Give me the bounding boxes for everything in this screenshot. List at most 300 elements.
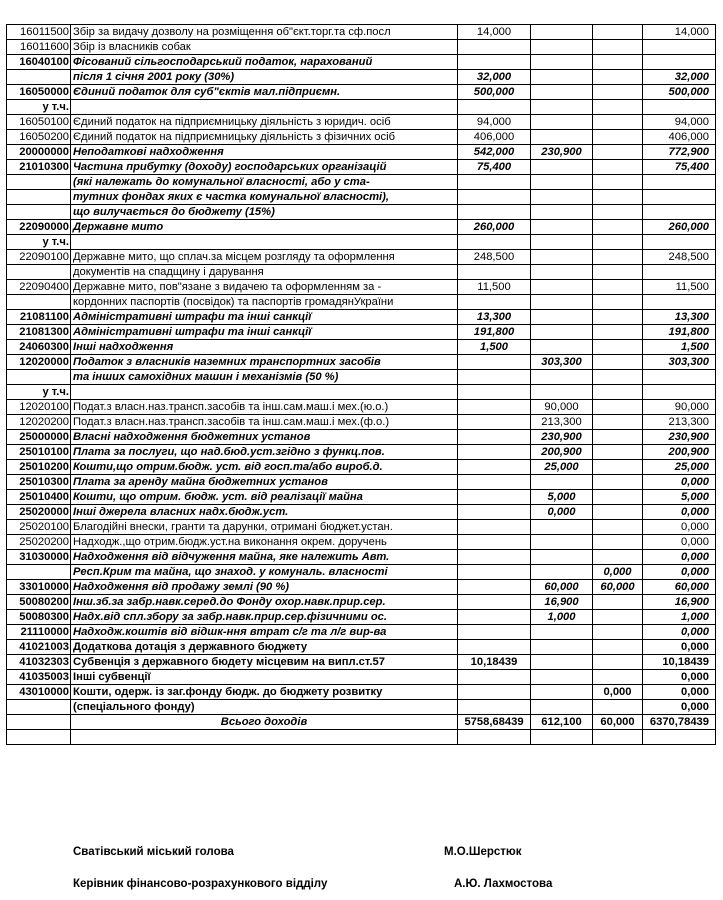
row-name-cell xyxy=(71,730,458,745)
row-total-cell: 10,18439 xyxy=(643,655,716,670)
row-general-fund-cell xyxy=(458,175,531,190)
row-development-fund-cell xyxy=(593,655,643,670)
row-name-cell: та інших самохідних машин і механізмів (50 %) xyxy=(71,370,458,385)
row-total-cell: 0,000 xyxy=(643,475,716,490)
row-code-cell: 16050200 xyxy=(7,130,71,145)
row-development-fund-cell xyxy=(593,295,643,310)
row-total-cell: 1,500 xyxy=(643,340,716,355)
row-development-fund-cell xyxy=(593,280,643,295)
row-special-fund-cell xyxy=(531,250,593,265)
table-row xyxy=(7,115,716,130)
revenue-table-body xyxy=(7,25,716,745)
row-total-cell xyxy=(643,385,716,400)
row-development-fund-cell xyxy=(593,370,643,385)
row-name-cell: що вилучається до бюджету (15%) xyxy=(71,205,458,220)
row-general-fund-cell: 13,300 xyxy=(458,310,531,325)
table-row xyxy=(7,520,716,535)
row-name-cell: Збір за видачу дозволу на розміщення об"єкт.торг.та сф.посл xyxy=(71,25,458,40)
row-name-cell: Інші субвенції xyxy=(71,670,458,685)
row-special-fund-cell xyxy=(531,220,593,235)
row-development-fund-cell xyxy=(593,340,643,355)
row-code-cell: 16011600 xyxy=(7,40,71,55)
row-general-fund-cell: 14,000 xyxy=(458,25,531,40)
row-code-cell xyxy=(7,370,71,385)
row-general-fund-cell: 1,500 xyxy=(458,340,531,355)
row-development-fund-cell xyxy=(593,70,643,85)
row-total-cell: 0,000 xyxy=(643,625,716,640)
row-code-cell: 21010300 xyxy=(7,160,71,175)
row-general-fund-cell xyxy=(458,370,531,385)
row-total-cell: 0,000 xyxy=(643,685,716,700)
row-total-cell: 0,000 xyxy=(643,700,716,715)
table-row xyxy=(7,235,716,250)
row-development-fund-cell: 60,000 xyxy=(593,715,643,730)
row-total-cell: 5,000 xyxy=(643,490,716,505)
row-general-fund-cell xyxy=(458,685,531,700)
row-special-fund-cell xyxy=(531,325,593,340)
table-row xyxy=(7,625,716,640)
table-row xyxy=(7,580,716,595)
row-development-fund-cell xyxy=(593,115,643,130)
table-row xyxy=(7,40,716,55)
row-code-cell xyxy=(7,700,71,715)
row-special-fund-cell: 0,000 xyxy=(531,505,593,520)
row-development-fund-cell xyxy=(593,670,643,685)
row-code-cell: 31030000 xyxy=(7,550,71,565)
row-code-cell: 50080200 xyxy=(7,595,71,610)
row-development-fund-cell xyxy=(593,25,643,40)
row-name-cell xyxy=(71,385,458,400)
row-name-cell: (які належать до комунальної власності, або у ста- xyxy=(71,175,458,190)
table-row xyxy=(7,220,716,235)
row-total-cell: 0,000 xyxy=(643,565,716,580)
row-total-cell: 230,900 xyxy=(643,430,716,445)
row-general-fund-cell xyxy=(458,625,531,640)
row-general-fund-cell xyxy=(458,550,531,565)
row-code-cell: 25010100 xyxy=(7,445,71,460)
table-row xyxy=(7,460,716,475)
row-general-fund-cell xyxy=(458,730,531,745)
row-development-fund-cell xyxy=(593,325,643,340)
finance-head-name: А.Ю. Лахмостова xyxy=(454,878,553,890)
table-row xyxy=(7,640,716,655)
row-total-cell xyxy=(643,265,716,280)
row-special-fund-cell xyxy=(531,205,593,220)
row-code-cell: 21081300 xyxy=(7,325,71,340)
row-code-cell: 25000000 xyxy=(7,430,71,445)
row-special-fund-cell xyxy=(531,55,593,70)
row-code-cell xyxy=(7,190,71,205)
table-row xyxy=(7,310,716,325)
row-special-fund-cell xyxy=(531,160,593,175)
row-code-cell xyxy=(7,70,71,85)
row-general-fund-cell xyxy=(458,595,531,610)
row-code-cell: у т.ч. xyxy=(7,100,71,115)
row-special-fund-cell: 1,000 xyxy=(531,610,593,625)
row-general-fund-cell xyxy=(458,205,531,220)
row-development-fund-cell xyxy=(593,430,643,445)
row-total-cell: 60,000 xyxy=(643,580,716,595)
table-row xyxy=(7,130,716,145)
row-name-cell: Державне мито xyxy=(71,220,458,235)
row-total-cell xyxy=(643,100,716,115)
row-general-fund-cell xyxy=(458,445,531,460)
row-general-fund-cell: 500,000 xyxy=(458,85,531,100)
row-code-cell xyxy=(7,715,71,730)
row-development-fund-cell xyxy=(593,235,643,250)
row-name-cell: Додаткова дотація з державного бюджету xyxy=(71,640,458,655)
row-development-fund-cell xyxy=(593,205,643,220)
row-total-cell xyxy=(643,205,716,220)
row-special-fund-cell: 612,100 xyxy=(531,715,593,730)
row-total-cell: 248,500 xyxy=(643,250,716,265)
row-general-fund-cell xyxy=(458,670,531,685)
row-general-fund-cell xyxy=(458,385,531,400)
row-general-fund-cell xyxy=(458,415,531,430)
row-name-cell: Збір із власників собак xyxy=(71,40,458,55)
table-row xyxy=(7,670,716,685)
row-general-fund-cell xyxy=(458,265,531,280)
table-row xyxy=(7,25,716,40)
row-special-fund-cell xyxy=(531,130,593,145)
row-name-cell xyxy=(71,100,458,115)
table-row xyxy=(7,175,716,190)
table-row xyxy=(7,610,716,625)
row-general-fund-cell xyxy=(458,100,531,115)
table-row xyxy=(7,325,716,340)
row-special-fund-cell xyxy=(531,685,593,700)
table-row xyxy=(7,550,716,565)
row-name-cell: тутних фондах яких є частка комунальної власності), xyxy=(71,190,458,205)
row-name-cell: Субвенція з державного бюдету місцевим на випл.ст.57 xyxy=(71,655,458,670)
mayor-name: М.О.Шерстюк xyxy=(444,846,522,858)
row-special-fund-cell xyxy=(531,550,593,565)
row-special-fund-cell xyxy=(531,190,593,205)
row-general-fund-cell: 406,000 xyxy=(458,130,531,145)
row-name-cell: Державне мито, що сплач.за місцем розгляду та оформлення xyxy=(71,250,458,265)
row-special-fund-cell: 25,000 xyxy=(531,460,593,475)
row-code-cell: 33010000 xyxy=(7,580,71,595)
row-general-fund-cell: 248,500 xyxy=(458,250,531,265)
row-development-fund-cell xyxy=(593,595,643,610)
table-row xyxy=(7,685,716,700)
row-name-cell: Надходж.,що отрим.бюдж.уст.на виконання окрем. доручень xyxy=(71,535,458,550)
row-special-fund-cell xyxy=(531,40,593,55)
row-total-cell: 13,300 xyxy=(643,310,716,325)
row-development-fund-cell xyxy=(593,625,643,640)
row-total-cell: 213,300 xyxy=(643,415,716,430)
row-total-cell: 200,900 xyxy=(643,445,716,460)
row-code-cell: 25020000 xyxy=(7,505,71,520)
row-development-fund-cell xyxy=(593,220,643,235)
row-name-cell: Кошти, одерж. із заг.фонду бюдж. до бюджету розвитку xyxy=(71,685,458,700)
table-row xyxy=(7,205,716,220)
finance-head-title: Керівник фінансово-розрахункового відділу xyxy=(73,878,328,890)
row-special-fund-cell xyxy=(531,265,593,280)
row-name-cell: Інші надходження xyxy=(71,340,458,355)
table-row xyxy=(7,400,716,415)
row-special-fund-cell xyxy=(531,25,593,40)
row-name-cell: Власні надходження бюджетних установ xyxy=(71,430,458,445)
table-row xyxy=(7,655,716,670)
row-general-fund-cell xyxy=(458,580,531,595)
row-total-cell xyxy=(643,730,716,745)
table-row xyxy=(7,265,716,280)
row-name-cell: Єдиний податок на підприємницьку діяльність з юридич. осіб xyxy=(71,115,458,130)
row-development-fund-cell xyxy=(593,265,643,280)
row-total-cell xyxy=(643,40,716,55)
row-code-cell: у т.ч. xyxy=(7,385,71,400)
row-special-fund-cell xyxy=(531,535,593,550)
table-row xyxy=(7,70,716,85)
row-general-fund-cell xyxy=(458,355,531,370)
row-code-cell: 16040100 xyxy=(7,55,71,70)
row-code-cell xyxy=(7,205,71,220)
row-development-fund-cell xyxy=(593,400,643,415)
row-code-cell: 25010300 xyxy=(7,475,71,490)
row-name-cell: кордонних паспортів (посвідок) та паспортів громадянУкраїни xyxy=(71,295,458,310)
row-development-fund-cell xyxy=(593,145,643,160)
row-development-fund-cell xyxy=(593,640,643,655)
row-development-fund-cell: 0,000 xyxy=(593,565,643,580)
table-row xyxy=(7,85,716,100)
row-code-cell: 22090400 xyxy=(7,280,71,295)
row-development-fund-cell xyxy=(593,610,643,625)
row-code-cell: 24060300 xyxy=(7,340,71,355)
row-special-fund-cell xyxy=(531,670,593,685)
row-special-fund-cell: 303,300 xyxy=(531,355,593,370)
row-code-cell: 16050100 xyxy=(7,115,71,130)
table-row xyxy=(7,445,716,460)
row-code-cell: 43010000 xyxy=(7,685,71,700)
row-code-cell: 25020100 xyxy=(7,520,71,535)
row-total-cell xyxy=(643,175,716,190)
row-development-fund-cell xyxy=(593,40,643,55)
row-total-cell: 0,000 xyxy=(643,640,716,655)
row-development-fund-cell xyxy=(593,190,643,205)
row-general-fund-cell xyxy=(458,295,531,310)
row-development-fund-cell xyxy=(593,100,643,115)
row-development-fund-cell xyxy=(593,85,643,100)
row-development-fund-cell xyxy=(593,130,643,145)
row-total-cell: 772,900 xyxy=(643,145,716,160)
table-row xyxy=(7,145,716,160)
row-code-cell: 25010400 xyxy=(7,490,71,505)
row-total-cell: 500,000 xyxy=(643,85,716,100)
row-general-fund-cell xyxy=(458,475,531,490)
row-total-cell: 25,000 xyxy=(643,460,716,475)
row-general-fund-cell: 75,400 xyxy=(458,160,531,175)
row-general-fund-cell: 32,000 xyxy=(458,70,531,85)
row-special-fund-cell xyxy=(531,640,593,655)
row-code-cell xyxy=(7,730,71,745)
row-total-cell xyxy=(643,235,716,250)
row-code-cell: 12020100 xyxy=(7,400,71,415)
row-name-cell: Податок з власників наземних транспортних засобів xyxy=(71,355,458,370)
row-special-fund-cell xyxy=(531,310,593,325)
row-code-cell: 25020200 xyxy=(7,535,71,550)
row-name-cell: Подат.з власн.наз.трансп.засобів та інш.сам.маш.і мех.(ю.о.) xyxy=(71,400,458,415)
row-general-fund-cell: 191,800 xyxy=(458,325,531,340)
row-general-fund-cell xyxy=(458,700,531,715)
row-special-fund-cell: 230,900 xyxy=(531,145,593,160)
row-special-fund-cell xyxy=(531,115,593,130)
row-name-cell: Адміністративні штрафи та інші санкції xyxy=(71,310,458,325)
row-code-cell: 25010200 xyxy=(7,460,71,475)
table-row xyxy=(7,355,716,370)
row-code-cell: 20000000 xyxy=(7,145,71,160)
row-name-cell xyxy=(71,235,458,250)
row-name-cell: Єдиний податок для суб"єктів мал.підприємн. xyxy=(71,85,458,100)
row-code-cell: 16011500 xyxy=(7,25,71,40)
row-development-fund-cell: 60,000 xyxy=(593,580,643,595)
table-row xyxy=(7,505,716,520)
row-development-fund-cell: 0,000 xyxy=(593,685,643,700)
row-name-cell: Подат.з власн.наз.трансп.засобів та інш.сам.маш.і мех.(ф.о.) xyxy=(71,415,458,430)
row-name-cell: Надх.від спл.збору за забр.навк.прир.сер.фізичними ос. xyxy=(71,610,458,625)
row-development-fund-cell xyxy=(593,490,643,505)
table-row xyxy=(7,415,716,430)
row-development-fund-cell xyxy=(593,160,643,175)
row-name-cell: Плата за послуги, що над.бюд.уст.згідно з функц.пов. xyxy=(71,445,458,460)
row-total-cell xyxy=(643,295,716,310)
row-special-fund-cell xyxy=(531,520,593,535)
row-general-fund-cell: 5758,68439 xyxy=(458,715,531,730)
row-name-cell: Єдиний податок на підприємницьку діяльність з фізичних осіб xyxy=(71,130,458,145)
row-development-fund-cell xyxy=(593,385,643,400)
row-general-fund-cell: 11,500 xyxy=(458,280,531,295)
row-total-cell: 94,000 xyxy=(643,115,716,130)
row-code-cell: 12020000 xyxy=(7,355,71,370)
table-row xyxy=(7,565,716,580)
row-development-fund-cell xyxy=(593,310,643,325)
row-name-cell: Надходж.коштів від відшк-ння втрат с/г та л/г вир-ва xyxy=(71,625,458,640)
row-total-cell: 90,000 xyxy=(643,400,716,415)
row-general-fund-cell xyxy=(458,235,531,250)
row-special-fund-cell xyxy=(531,85,593,100)
row-total-cell: 6370,78439 xyxy=(643,715,716,730)
row-general-fund-cell xyxy=(458,640,531,655)
row-total-cell: 14,000 xyxy=(643,25,716,40)
row-total-cell: 1,000 xyxy=(643,610,716,625)
row-total-cell: 0,000 xyxy=(643,535,716,550)
row-development-fund-cell xyxy=(593,445,643,460)
row-development-fund-cell xyxy=(593,415,643,430)
row-general-fund-cell xyxy=(458,490,531,505)
row-name-cell: Фісований сільгосподарський податок, нарахований xyxy=(71,55,458,70)
row-name-cell: Плата за аренду майна бюджетних установ xyxy=(71,475,458,490)
row-total-cell xyxy=(643,370,716,385)
table-row xyxy=(7,55,716,70)
row-development-fund-cell xyxy=(593,355,643,370)
row-special-fund-cell xyxy=(531,625,593,640)
row-general-fund-cell: 260,000 xyxy=(458,220,531,235)
row-general-fund-cell: 542,000 xyxy=(458,145,531,160)
row-general-fund-cell xyxy=(458,55,531,70)
row-code-cell: 12020200 xyxy=(7,415,71,430)
row-name-cell: Неподаткові надходження xyxy=(71,145,458,160)
row-development-fund-cell xyxy=(593,460,643,475)
row-total-cell xyxy=(643,55,716,70)
row-name-cell: Надходження від продажу землі (90 %) xyxy=(71,580,458,595)
row-name-cell: документів на спадщину і дарування xyxy=(71,265,458,280)
row-development-fund-cell xyxy=(593,550,643,565)
table-row xyxy=(7,475,716,490)
row-special-fund-cell xyxy=(531,655,593,670)
row-name-cell: (спеціального фонду) xyxy=(71,700,458,715)
row-special-fund-cell xyxy=(531,340,593,355)
row-name-cell: Інш.зб.за забр.навк.серед.до Фонду охор.навк.прир.сер. xyxy=(71,595,458,610)
row-total-cell: 191,800 xyxy=(643,325,716,340)
row-code-cell: 21081100 xyxy=(7,310,71,325)
row-special-fund-cell xyxy=(531,565,593,580)
row-code-cell: 50080300 xyxy=(7,610,71,625)
row-development-fund-cell xyxy=(593,730,643,745)
row-general-fund-cell xyxy=(458,430,531,445)
row-total-cell: 406,000 xyxy=(643,130,716,145)
row-code-cell: 41035003 xyxy=(7,670,71,685)
row-general-fund-cell xyxy=(458,460,531,475)
row-development-fund-cell xyxy=(593,250,643,265)
row-special-fund-cell xyxy=(531,280,593,295)
row-code-cell xyxy=(7,565,71,580)
table-row xyxy=(7,430,716,445)
table-row xyxy=(7,730,716,745)
row-general-fund-cell: 94,000 xyxy=(458,115,531,130)
row-special-fund-cell: 200,900 xyxy=(531,445,593,460)
row-code-cell: 41032303 xyxy=(7,655,71,670)
row-code-cell xyxy=(7,265,71,280)
row-code-cell: 16050000 xyxy=(7,85,71,100)
row-general-fund-cell xyxy=(458,505,531,520)
row-total-cell: 0,000 xyxy=(643,670,716,685)
table-row xyxy=(7,280,716,295)
table-row xyxy=(7,340,716,355)
row-special-fund-cell: 230,900 xyxy=(531,430,593,445)
row-code-cell xyxy=(7,295,71,310)
row-general-fund-cell xyxy=(458,535,531,550)
row-name-cell: Державне мито, пов"язане з видачею та оформленням за - xyxy=(71,280,458,295)
row-code-cell: 41021003 xyxy=(7,640,71,655)
row-general-fund-cell xyxy=(458,190,531,205)
table-row xyxy=(7,385,716,400)
row-name-cell: Всього доходів xyxy=(71,715,458,730)
row-special-fund-cell: 16,900 xyxy=(531,595,593,610)
row-name-cell: Інші джерела власних надх.бюдж.уст. xyxy=(71,505,458,520)
row-total-cell: 32,000 xyxy=(643,70,716,85)
table-row xyxy=(7,370,716,385)
row-special-fund-cell xyxy=(531,100,593,115)
row-general-fund-cell xyxy=(458,400,531,415)
table-row xyxy=(7,190,716,205)
row-name-cell: Кошти,що отрим.бюдж. уст. від госп.та/або вироб.д. xyxy=(71,460,458,475)
row-name-cell: Надходження від відчуження майна, яке належить Авт. xyxy=(71,550,458,565)
row-total-cell: 0,000 xyxy=(643,505,716,520)
row-general-fund-cell xyxy=(458,520,531,535)
table-row xyxy=(7,160,716,175)
row-special-fund-cell xyxy=(531,475,593,490)
row-name-cell: Благодійні внески, гранти та дарунки, отримані бюджет.устан. xyxy=(71,520,458,535)
row-total-cell: 11,500 xyxy=(643,280,716,295)
row-development-fund-cell xyxy=(593,55,643,70)
table-row xyxy=(7,295,716,310)
row-special-fund-cell: 213,300 xyxy=(531,415,593,430)
row-general-fund-cell xyxy=(458,565,531,580)
row-name-cell: Респ.Крим та майна, що знаход. у комуналь. власності xyxy=(71,565,458,580)
row-special-fund-cell xyxy=(531,295,593,310)
row-special-fund-cell: 60,000 xyxy=(531,580,593,595)
table-row xyxy=(7,715,716,730)
